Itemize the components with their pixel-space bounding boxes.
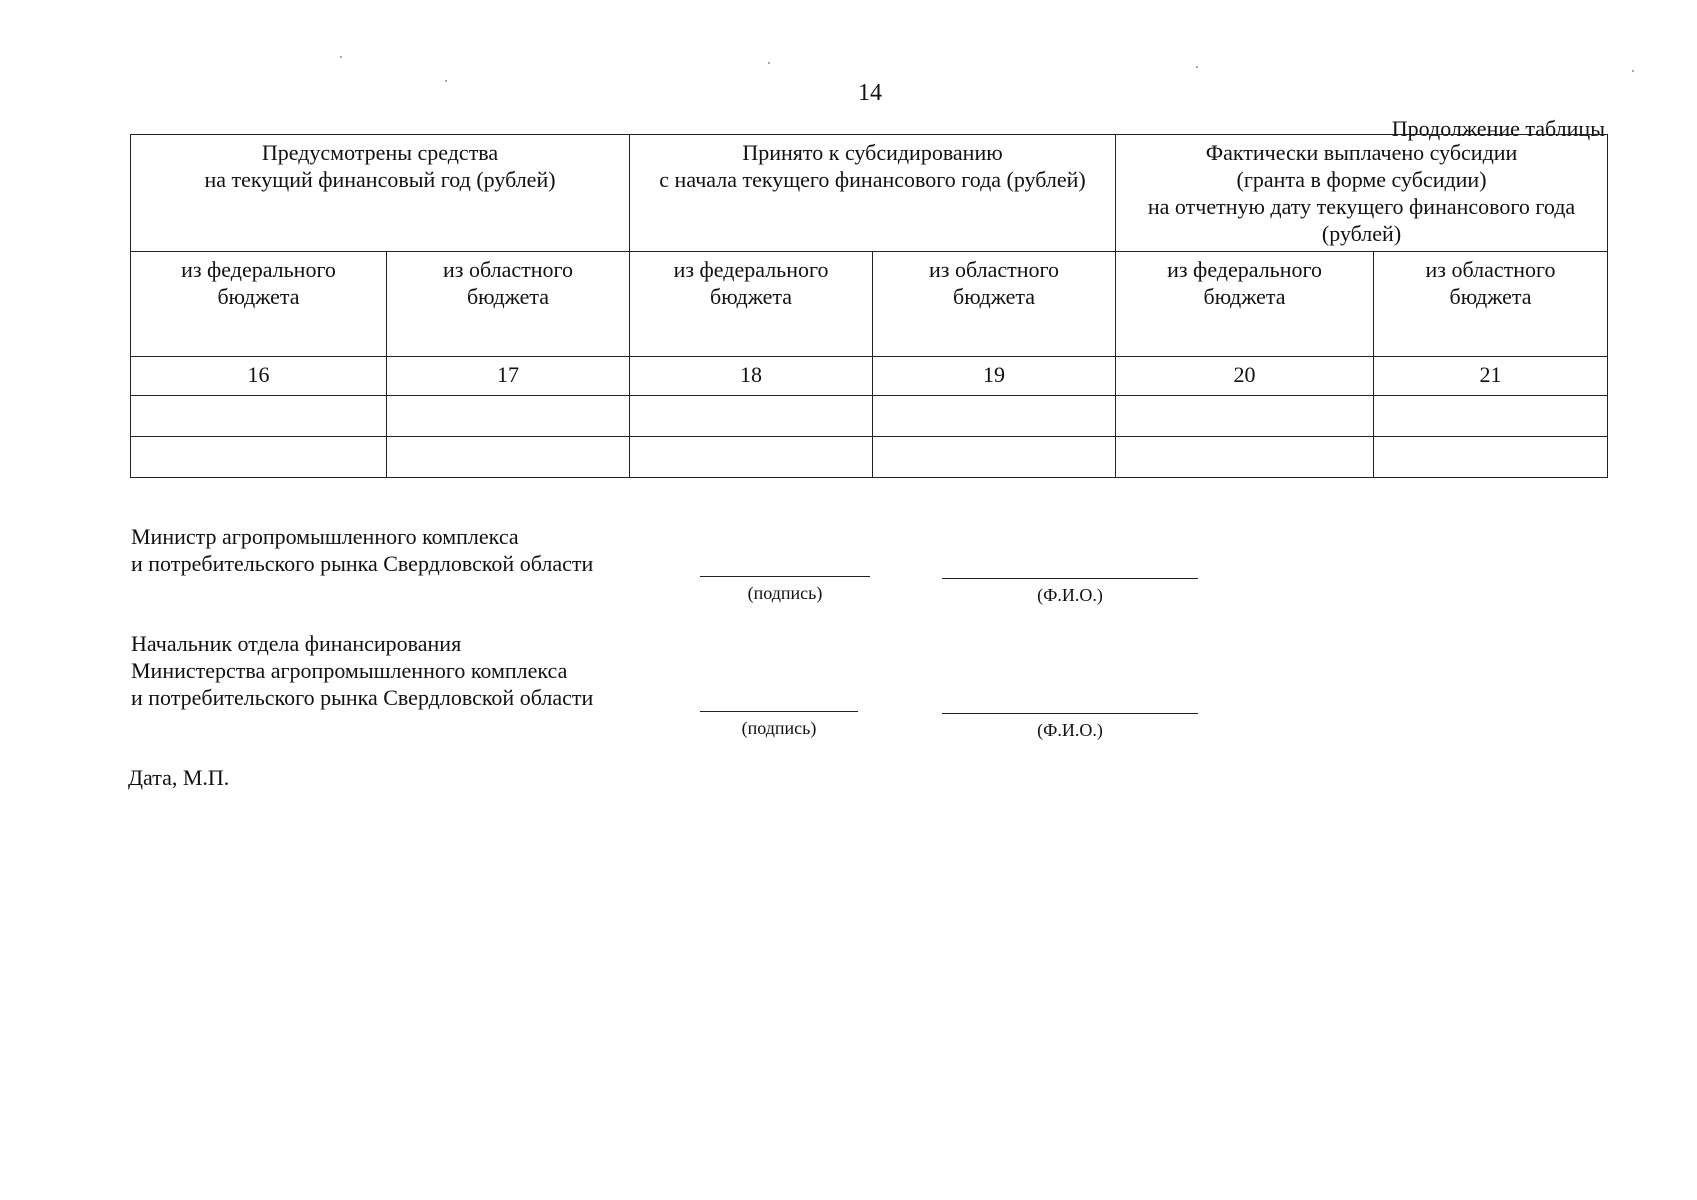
subheader-line: из областного (1425, 257, 1556, 282)
header-line: с начала текущего финансового года (рублей) (659, 167, 1086, 192)
empty-table-row (131, 396, 1608, 437)
table-cell (1116, 396, 1374, 437)
subheader-federal (131, 252, 387, 357)
subheader-line: из областного (443, 257, 573, 282)
table-subheader-row (131, 252, 1608, 357)
date-stamp-label: Дата, М.П. (128, 765, 230, 790)
column-number: 21 (1374, 357, 1608, 396)
header-line: Принято к субсидированию (742, 140, 1003, 165)
header-line: Предусмотрены средства (261, 140, 499, 165)
scan-speck (1196, 66, 1198, 68)
subheader-line: бюджета (1203, 284, 1286, 309)
subsidy-table (130, 134, 1608, 478)
subheader-line: бюджета (217, 284, 300, 309)
subheader-line: из областного (929, 257, 1060, 282)
signature-caption: (подпись) (741, 718, 817, 738)
signature-caption: (подпись) (747, 583, 823, 603)
signature-line (700, 576, 870, 577)
subheader-line: бюджета (1449, 284, 1532, 309)
column-number: 16 (131, 357, 387, 396)
table-cell (873, 396, 1116, 437)
group-header-accepted (630, 135, 1116, 252)
subheader-regional (1374, 252, 1608, 357)
table-cell (131, 437, 387, 478)
table-cell (1116, 437, 1374, 478)
signatory-title-finance-head (131, 630, 593, 711)
subheader-line: из федерального (673, 257, 829, 282)
table-cell (387, 396, 630, 437)
subheader-line: бюджета (466, 284, 550, 309)
header-line: (гранта в форме субсидии) (1236, 167, 1487, 192)
table-group-header-row (131, 135, 1608, 252)
column-number: 18 (630, 357, 873, 396)
subheader-line: из федерального (1167, 257, 1322, 282)
table-cell (131, 396, 387, 437)
subheader-line: бюджета (953, 284, 1036, 309)
column-number-row (131, 357, 1608, 396)
table-cell (630, 437, 873, 478)
subheader-federal (1116, 252, 1374, 357)
signatory-title-line: Министр агропромышленного комплекса (131, 524, 519, 549)
header-line: на отчетную дату текущего финансового года (1147, 194, 1576, 219)
signature-line (700, 711, 858, 712)
table-cell (387, 437, 630, 478)
scan-speck (1632, 70, 1634, 72)
signatory-title-line: и потребительского рынка Свердловской области (131, 685, 594, 710)
table-continuation-label: Продолжение таблицы (1391, 116, 1605, 141)
signatory-title-line: Министерства агропромышленного комплекса (131, 658, 568, 683)
signatory-title-minister (131, 523, 593, 577)
table-cell (630, 396, 873, 437)
subheader-line: бюджета (710, 284, 793, 309)
group-header-planned (131, 135, 630, 252)
header-line: Фактически выплачено субсидии (1205, 140, 1518, 165)
scan-speck (340, 56, 342, 58)
header-line: на текущий финансовый год (рублей) (204, 167, 556, 192)
empty-table-row (131, 437, 1608, 478)
name-caption: (Ф.И.О.) (1037, 585, 1103, 605)
table-cell (1374, 437, 1608, 478)
signatory-title-line: и потребительского рынка Свердловской области (131, 551, 594, 576)
table-cell (1374, 396, 1608, 437)
subheader-line: из федерального (181, 257, 336, 282)
subheader-regional (873, 252, 1116, 357)
signatory-title-line: Начальник отдела финансирования (131, 631, 462, 656)
page-number: 14 (858, 80, 882, 106)
column-number: 19 (873, 357, 1116, 396)
name-caption: (Ф.И.О.) (1037, 720, 1103, 740)
name-line (942, 578, 1198, 579)
group-header-paid (1116, 135, 1608, 252)
column-number: 17 (387, 357, 630, 396)
subheader-regional (387, 252, 630, 357)
column-number: 20 (1116, 357, 1374, 396)
name-line (942, 713, 1198, 714)
table-cell (873, 437, 1116, 478)
scan-speck (768, 62, 770, 64)
subheader-federal (630, 252, 873, 357)
header-line: (рублей) (1321, 221, 1402, 246)
